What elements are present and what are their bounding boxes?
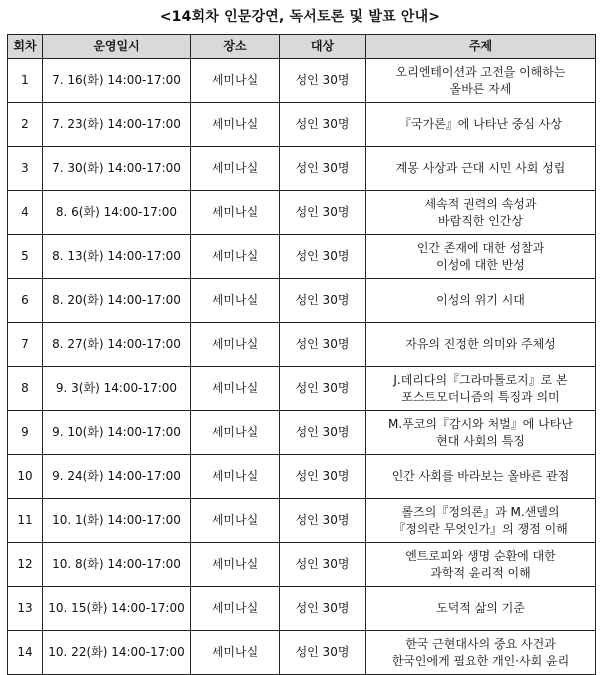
- topic-line: 한국인에게 필요한 개인·사회 윤리: [391, 653, 570, 668]
- header-round: 회차: [8, 35, 43, 59]
- topic-line: 롤즈의『정의론』과 M.샌델의: [401, 504, 560, 519]
- document-title: <14회차 인문강연, 독서토론 및 발표 안내>: [159, 9, 441, 25]
- topic-line: 포스트모더니즘의 특징과 의미: [401, 389, 560, 404]
- table-row: [8, 323, 596, 367]
- table-row: [8, 147, 596, 191]
- place-cell: 세미나실: [191, 147, 280, 191]
- date-cell: 10. 15(화) 14:00-17:00: [43, 587, 191, 631]
- date-cell: 8. 13(화) 14:00-17:00: [43, 235, 191, 279]
- round-cell: 9: [8, 411, 43, 455]
- target-cell: 성인 30명: [280, 411, 366, 455]
- table-row: [8, 103, 596, 147]
- topic-line: 인간 존재에 대한 성찰과: [416, 240, 545, 255]
- date-cell: 8. 27(화) 14:00-17:00: [43, 323, 191, 367]
- topic-line: 자유의 진정한 의미와 주체성: [405, 337, 556, 351]
- topic-line: 엔트로피와 생명 순환에 대한: [405, 548, 556, 563]
- date-cell: 7. 23(화) 14:00-17:00: [43, 103, 191, 147]
- date-cell: 7. 16(화) 14:00-17:00: [43, 59, 191, 103]
- table-body: [8, 59, 596, 675]
- lecture-schedule-table: [7, 34, 596, 675]
- topic-line: 『국가론』에 나타난 중심 사상: [399, 117, 562, 131]
- round-cell: 8: [8, 367, 43, 411]
- target-cell: 성인 30명: [280, 235, 366, 279]
- place-cell: 세미나실: [191, 543, 280, 587]
- topic-line: 바람직한 인간상: [438, 213, 523, 228]
- topic-line: 오리엔테이션과 고전을 이해하는: [395, 64, 566, 79]
- target-cell: 성인 30명: [280, 499, 366, 543]
- target-cell: 성인 30명: [280, 103, 366, 147]
- topic-cell: [366, 411, 596, 455]
- place-cell: 세미나실: [191, 499, 280, 543]
- round-cell: 3: [8, 147, 43, 191]
- topic-cell: [366, 367, 596, 411]
- table-row: [8, 543, 596, 587]
- topic-line: M.푸코의『감시와 처벌』에 나타난: [388, 416, 573, 431]
- topic-cell: [366, 103, 596, 147]
- round-cell: 1: [8, 59, 43, 103]
- place-cell: 세미나실: [191, 587, 280, 631]
- round-cell: 10: [8, 455, 43, 499]
- target-cell: 성인 30명: [280, 59, 366, 103]
- topic-cell: [366, 499, 596, 543]
- topic-line: 현대 사회의 특징: [436, 433, 525, 448]
- topic-cell: [366, 543, 596, 587]
- table-row: [8, 499, 596, 543]
- place-cell: 세미나실: [191, 279, 280, 323]
- target-cell: 성인 30명: [280, 147, 366, 191]
- topic-cell: [366, 279, 596, 323]
- topic-cell: [366, 587, 596, 631]
- target-cell: 성인 30명: [280, 279, 366, 323]
- round-cell: 11: [8, 499, 43, 543]
- place-cell: 세미나실: [191, 411, 280, 455]
- table-row: [8, 235, 596, 279]
- place-cell: 세미나실: [191, 59, 280, 103]
- table-row: [8, 587, 596, 631]
- target-cell: 성인 30명: [280, 631, 366, 675]
- header-date: 운영일시: [43, 35, 191, 59]
- topic-line: 도덕적 삶의 기준: [436, 601, 525, 615]
- topic-cell: [366, 191, 596, 235]
- place-cell: 세미나실: [191, 103, 280, 147]
- round-cell: 14: [8, 631, 43, 675]
- date-cell: 10. 8(화) 14:00-17:00: [43, 543, 191, 587]
- table-row: [8, 631, 596, 675]
- topic-cell: [366, 147, 596, 191]
- round-cell: 4: [8, 191, 43, 235]
- target-cell: 성인 30명: [280, 587, 366, 631]
- target-cell: 성인 30명: [280, 323, 366, 367]
- table-row: [8, 279, 596, 323]
- topic-line: J.데리다의『그라마톨로지』로 본: [393, 372, 568, 387]
- table-row: [8, 367, 596, 411]
- date-cell: 7. 30(화) 14:00-17:00: [43, 147, 191, 191]
- date-cell: 9. 10(화) 14:00-17:00: [43, 411, 191, 455]
- topic-cell: [366, 631, 596, 675]
- topic-line: 이성에 대한 반성: [436, 257, 525, 272]
- date-cell: 10. 22(화) 14:00-17:00: [43, 631, 191, 675]
- target-cell: 성인 30명: [280, 191, 366, 235]
- target-cell: 성인 30명: [280, 455, 366, 499]
- topic-line: 『정의란 무엇인가』의 쟁점 이해: [393, 521, 568, 536]
- date-cell: 9. 24(화) 14:00-17:00: [43, 455, 191, 499]
- date-cell: 9. 3(화) 14:00-17:00: [43, 367, 191, 411]
- topic-line: 인간 사회를 바라보는 올바른 관점: [391, 469, 570, 483]
- date-cell: 8. 20(화) 14:00-17:00: [43, 279, 191, 323]
- topic-cell: [366, 59, 596, 103]
- topic-cell: [366, 323, 596, 367]
- target-cell: 성인 30명: [280, 367, 366, 411]
- topic-line: 한국 근현대사의 중요 사건과: [405, 636, 556, 651]
- place-cell: 세미나실: [191, 631, 280, 675]
- table-row: [8, 191, 596, 235]
- topic-line: 올바른 자세: [449, 81, 512, 96]
- place-cell: 세미나실: [191, 323, 280, 367]
- topic-line: 과학적 윤리적 이해: [430, 565, 531, 580]
- date-cell: 8. 6(화) 14:00-17:00: [43, 191, 191, 235]
- topic-line: 이성의 위기 시대: [436, 293, 525, 307]
- round-cell: 5: [8, 235, 43, 279]
- table-row: [8, 455, 596, 499]
- header-target: 대상: [280, 35, 366, 59]
- place-cell: 세미나실: [191, 367, 280, 411]
- round-cell: 7: [8, 323, 43, 367]
- target-cell: 성인 30명: [280, 543, 366, 587]
- topic-cell: [366, 455, 596, 499]
- topic-line: 계몽 사상과 근대 시민 사회 성립: [395, 161, 566, 175]
- place-cell: 세미나실: [191, 455, 280, 499]
- header-topic: 주제: [366, 35, 596, 59]
- topic-cell: [366, 235, 596, 279]
- round-cell: 13: [8, 587, 43, 631]
- round-cell: 12: [8, 543, 43, 587]
- header-place: 장소: [191, 35, 280, 59]
- date-cell: 10. 1(화) 14:00-17:00: [43, 499, 191, 543]
- place-cell: 세미나실: [191, 235, 280, 279]
- place-cell: 세미나실: [191, 191, 280, 235]
- table-header-row: [8, 35, 596, 59]
- table-row: [8, 411, 596, 455]
- round-cell: 2: [8, 103, 43, 147]
- topic-line: 세속적 권력의 속성과: [424, 196, 537, 211]
- table-row: [8, 59, 596, 103]
- round-cell: 6: [8, 279, 43, 323]
